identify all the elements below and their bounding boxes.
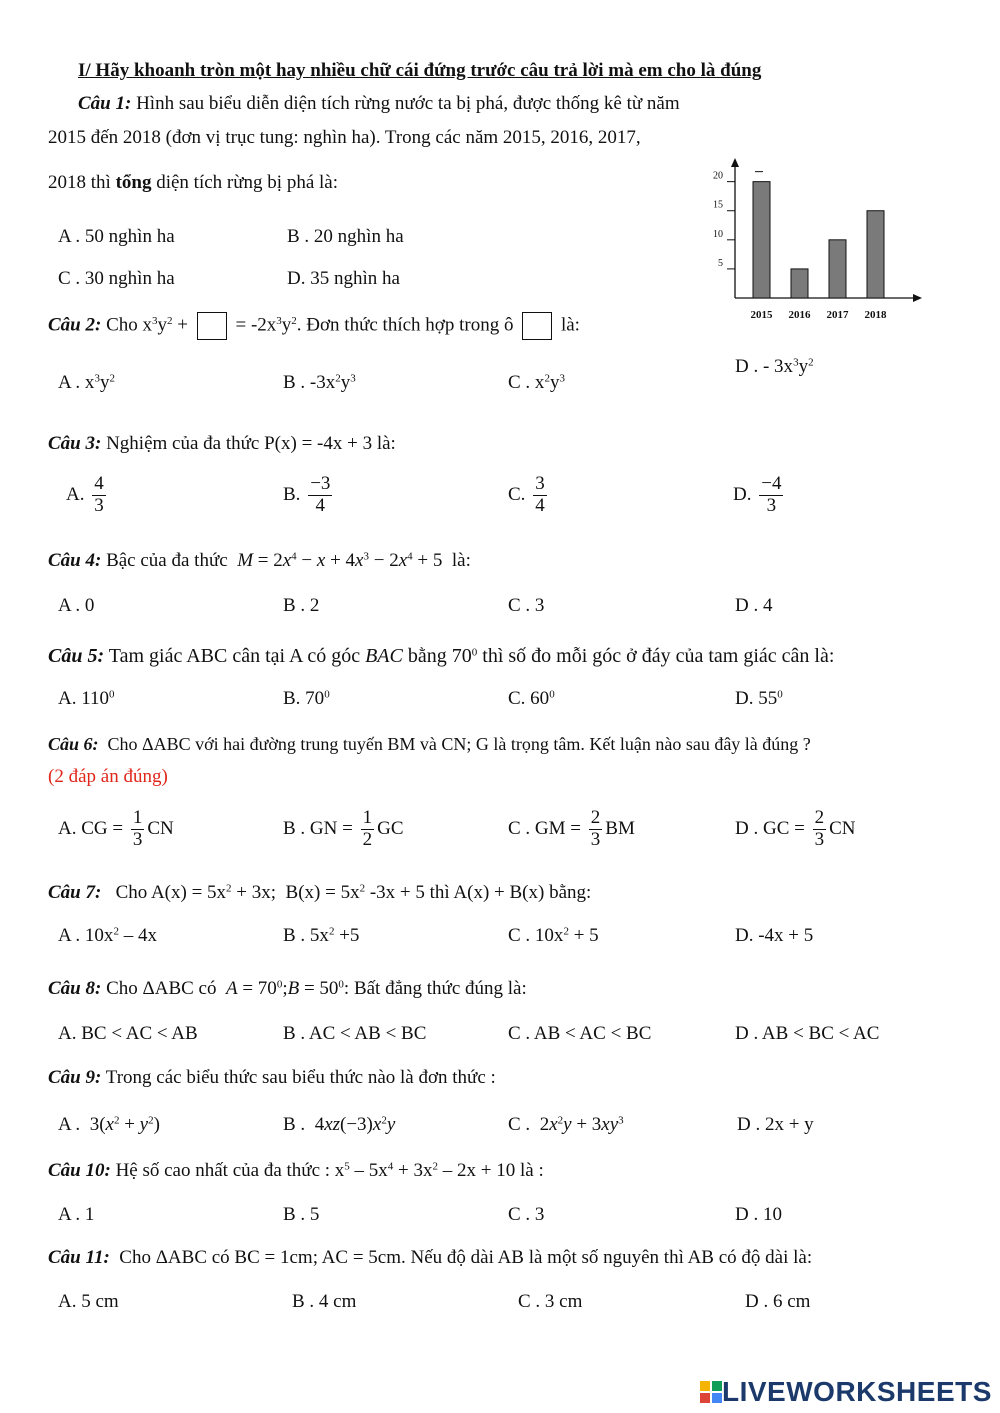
q4-label: Câu 4: (48, 550, 102, 571)
q5-text3: thì số đo mỗi góc ở đáy của tam giác cân là: (482, 645, 835, 667)
q1-line1 (78, 93, 680, 115)
q10-option-b[interactable]: B . 5 (283, 1204, 320, 1225)
q6-c-num: 2 (590, 807, 601, 828)
q2-answer-box-2[interactable] (522, 312, 552, 340)
y-axis-arrow (731, 158, 739, 167)
q6-option-c[interactable] (508, 808, 635, 851)
q7-option-c[interactable]: C . $10x^2 + 5$ (508, 925, 599, 946)
y-tick-label-0: 5 (718, 257, 723, 269)
q6-b-num: 1 (362, 807, 373, 828)
q7-option-d[interactable]: D. -4x + 5 (735, 925, 814, 946)
q8-option-c[interactable]: C . AB < AC < BC (508, 1023, 652, 1044)
q11-line (48, 1247, 812, 1269)
q6-a-pre: A. CG = (58, 817, 124, 839)
q6-option-b[interactable] (283, 808, 404, 851)
y-tick-label-1: 10 (713, 228, 723, 240)
q2-label: Câu 2: (48, 314, 102, 336)
q3-b-den: 4 (315, 494, 326, 516)
x-tick-label-2: 2017 (826, 309, 849, 321)
q1-option-c[interactable]: C . 30 nghìn ha (58, 268, 175, 289)
liveworksheets-logo-icon (700, 1381, 722, 1403)
q6-option-d[interactable] (735, 808, 856, 851)
q5-d-text: D. 55 (735, 688, 778, 709)
forest-chart (700, 155, 930, 330)
q10-text: Hệ số cao nhất của đa thức : x (115, 1160, 345, 1181)
q2-post: = -2x (235, 314, 277, 336)
x-tick-label-0: 2015 (750, 309, 773, 321)
q1-text3b: tổng (115, 172, 152, 193)
q6-a-den: 3 (132, 828, 143, 850)
q7-a-text: A . 10x (58, 925, 114, 946)
q5-text1: Tam giác ABC cân tại A có góc (108, 645, 361, 667)
q5-a-text: A. 110 (58, 688, 110, 709)
bar-2016 (791, 269, 808, 298)
q9-b-text: B . (283, 1114, 306, 1135)
q7-label: Câu 7: (48, 882, 102, 903)
q8-option-a[interactable]: A. BC < AC < AB (58, 1023, 198, 1044)
q7-text: Cho A(x) = 5x (115, 882, 227, 903)
q8-formula: A (221, 978, 238, 999)
q3-label: Câu 3: (48, 433, 102, 454)
q11-text: Cho ΔABC có BC = 1cm; AC = 5cm. Nếu độ dài AB là một số nguyên thì AB có độ dài là: (119, 1247, 813, 1268)
q2-d-text: D . - 3x (735, 356, 794, 377)
liveworksheets-logo-text: LIVEWORKSHEETS (722, 1376, 992, 1407)
x-tick-label-1: 2016 (788, 309, 811, 321)
q3-option-d[interactable] (733, 474, 786, 517)
q1-label: Câu 1: (78, 93, 132, 114)
q6-c-post: BM (605, 817, 635, 839)
q2-option-c[interactable]: C . $x^2y^3$ (508, 372, 565, 393)
q6-d-pre: D . GC = (735, 817, 805, 839)
q3-d-pre: D. (733, 483, 752, 505)
q6-text: Cho ΔABC với hai đường trung tuyến BM và CN; G là trọng tâm. Kết luận nào sau đây là đúng ? (107, 734, 811, 754)
q2-line: Câu 2: Cho $x^3y^2$ + = $-2x^3y^2$. Đơn thức thích hợp trong ô là: (48, 312, 580, 340)
q6-line (48, 734, 811, 755)
q8-label: Câu 8: (48, 978, 102, 999)
q5-angle: BAC (365, 645, 403, 667)
q1-text1: Hình sau biểu diễn diện tích rừng nước ta bị phá, được thống kê từ năm (136, 93, 680, 114)
q9-text: Trong các biểu thức sau biểu thức nào là đơn thức : (105, 1067, 496, 1088)
q5-option-d[interactable]: D. $55^0$ (735, 688, 783, 709)
q10-option-c[interactable]: C . 3 (508, 1204, 545, 1225)
q9-option-c[interactable]: C . $2x^2y + 3xy^3$ (508, 1114, 624, 1135)
q6-label: Câu 6: (48, 734, 99, 754)
q5-label: Câu 5: (48, 645, 105, 667)
q9-option-d[interactable]: D . 2x + y (737, 1114, 814, 1135)
q2-end: là: (560, 314, 580, 336)
q6-c-pre: C . GM = (508, 817, 582, 839)
q6-b-den: 2 (362, 828, 373, 850)
q10-option-a[interactable]: A . 1 (58, 1204, 95, 1225)
bar-2018 (867, 211, 884, 298)
bar-2017 (829, 240, 846, 298)
q7-line: Câu 7: Cho $A(x) = 5x^2 + 3x$; $B(x) = 5x^2$ -3x + 5 thì A(x) + B(x) bằng: (48, 882, 592, 903)
q2-b-text: B . -3x (283, 372, 336, 393)
q6-b-pre: B . GN = (283, 817, 353, 839)
q11-option-a[interactable]: A. 5 cm (58, 1291, 119, 1312)
q4-end: là: (451, 550, 471, 571)
q9-label: Câu 9: (48, 1067, 102, 1088)
q3-a-den: 3 (94, 494, 104, 516)
q2-c-text: C . x (508, 372, 545, 393)
q5-text2: bằng 70 (407, 645, 472, 667)
q3-a-pre: A. (66, 483, 85, 505)
q2-option-b[interactable]: B . $-3x^2y^3$ (283, 372, 356, 393)
q5-option-b[interactable]: B. $70^0$ (283, 688, 330, 709)
q8-line: Câu 8: Cho ΔABC có $A = 70^0;B = 50^0$: Bất đẳng thức đúng là: (48, 978, 527, 999)
q1-line2: 2015 đến 2018 (đơn vị trục tung: nghìn ha). Trong các năm 2015, 2016, 2017, (48, 127, 641, 148)
q3-c-num: 3 (535, 473, 545, 494)
q8-text: Cho ΔABC có (106, 978, 217, 999)
q4-formula: M (232, 550, 254, 571)
q7-b-text: B . 5x (283, 925, 329, 946)
q10-option-d[interactable]: D . 10 (735, 1204, 782, 1225)
q11-option-b[interactable]: B . 4 cm (292, 1291, 357, 1312)
q3-c-den: 4 (535, 494, 545, 516)
q3-line (48, 433, 396, 455)
q6-b-post: GC (377, 817, 404, 839)
q9-c-text: C . (508, 1114, 531, 1135)
q6-d-post: CN (829, 817, 856, 839)
q3-b-num: −3 (310, 473, 331, 494)
q9-a-text: A . (58, 1114, 81, 1135)
q2-option-d[interactable]: D . - $3x^3y^2$ (735, 356, 814, 377)
y-tick-label-2: 15 (713, 199, 723, 211)
q4-option-b[interactable]: B . 2 (283, 595, 320, 616)
q1-text3c: diện tích rừng bị phá là: (151, 172, 338, 193)
q5-b-text: B. 70 (283, 688, 325, 709)
q3-a-num: 4 (94, 473, 104, 494)
q2-a-text: A . x (58, 372, 95, 393)
q1-option-a[interactable]: A . 50 nghìn ha (58, 226, 175, 247)
q1-option-d[interactable]: D. 35 nghìn ha (287, 268, 400, 289)
q6-a-num: 1 (132, 807, 143, 828)
q4-option-c[interactable]: C . 3 (508, 595, 545, 616)
x-axis-arrow (913, 294, 922, 302)
q9-option-a[interactable]: A . $3(x^2 + y^2)$ (58, 1114, 160, 1135)
q3-d-num: −4 (761, 473, 782, 494)
y-tick-label-3: 20 (713, 170, 723, 182)
q5-c-text: C. 60 (508, 688, 550, 709)
q11-option-d[interactable]: D . 6 cm (745, 1291, 811, 1312)
q4-option-a[interactable]: A . 0 (58, 595, 95, 616)
q8-end: : Bất đẳng thức đúng là: (343, 978, 527, 999)
q3-d-den: 3 (766, 494, 777, 516)
q3-text: Nghiệm của đa thức P(x) = -4x + 3 là: (106, 433, 396, 454)
q4-option-d[interactable]: D . 4 (735, 595, 773, 616)
q1-option-b[interactable]: B . 20 nghìn ha (287, 226, 404, 247)
q7-option-a[interactable]: A . $10x^2 - 4x$ (58, 925, 157, 946)
q2-answer-box-1[interactable] (197, 312, 227, 340)
q11-label: Câu 11: (48, 1247, 110, 1268)
q9-option-b[interactable]: B . $4xz(-3)x^2y$ (283, 1114, 396, 1135)
q11-option-c[interactable]: C . 3 cm (518, 1291, 583, 1312)
q3-option-a[interactable] (66, 474, 109, 517)
q6-c-den: 3 (590, 828, 601, 850)
q2-pre: Cho x (106, 314, 153, 336)
q5-option-a[interactable]: A. $110^0$ (58, 688, 115, 709)
x-tick-label-3: 2018 (864, 309, 887, 321)
q5-option-c[interactable]: C. $60^0$ (508, 688, 555, 709)
chart-layer (713, 158, 922, 321)
section-heading: I/ Hãy khoanh tròn một hay nhiều chữ cái đứng trước câu trả lời mà em cho là đúng (78, 60, 762, 81)
liveworksheets-logo[interactable] (700, 1376, 992, 1408)
q3-b-pre: B. (283, 483, 301, 505)
bar-2015 (753, 182, 770, 298)
q9-line (48, 1067, 496, 1089)
q1-text3a: 2018 thì (48, 172, 116, 193)
q6-a-post: CN (147, 817, 174, 839)
q10-end: là : (519, 1160, 544, 1181)
q3-c-pre: C. (508, 483, 526, 505)
q2-option-a[interactable]: A . $x^3y^2$ (58, 372, 115, 393)
q1-line3 (48, 172, 338, 194)
q3-option-b[interactable] (283, 474, 335, 517)
q8-option-b[interactable]: B . AC < AB < BC (283, 1023, 427, 1044)
q3-option-c[interactable] (508, 474, 550, 517)
q10-label: Câu 10: (48, 1160, 111, 1181)
q4-line: Câu 4: Bậc của đa thức $M = 2x^4 - x + 4x^3 - 2x^4 + 5$ là: (48, 550, 471, 571)
q8-option-d[interactable]: D . AB < BC < AC (735, 1023, 880, 1044)
q6-d-num: 2 (814, 807, 825, 828)
q4-text: Bậc của đa thức (106, 550, 228, 571)
q6-option-a[interactable] (58, 808, 174, 851)
q7-c-text: C . 10x (508, 925, 564, 946)
q5-line: Câu 5: Tam giác ABC cân tại A có góc BAC bằng $70^0$ thì số đo mỗi góc ở đáy của tam giác cân là: (48, 645, 835, 667)
q10-line: Câu 10: Hệ số cao nhất của đa thức : $x^5 - 5x^4 + 3x^2 - 2x + 10$ là : (48, 1160, 544, 1181)
q2-tail: . Đơn thức thích hợp trong ô (296, 314, 514, 336)
q6-d-den: 3 (814, 828, 825, 850)
q6-note: (2 đáp án đúng) (48, 766, 168, 787)
q7-option-b[interactable]: B . $5x^2 +5$ (283, 925, 360, 946)
